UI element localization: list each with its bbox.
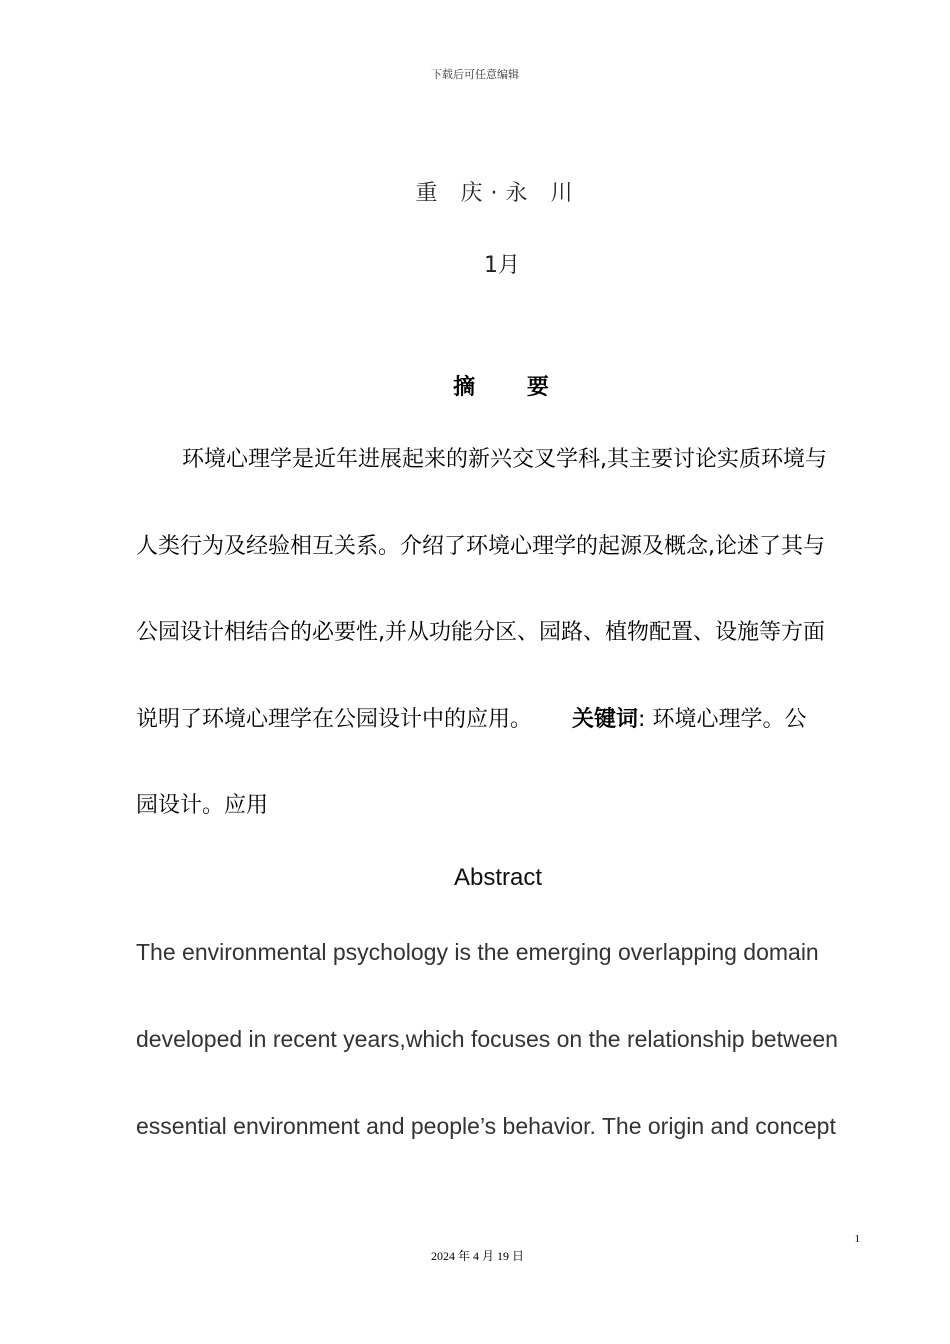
abstract-cn-line-with-keywords	[136, 705, 862, 735]
cover-month: 1月	[484, 253, 520, 278]
abstract-cn-line: 公园设计相结合的必要性,并从功能分区、园路、植物配置、设施等方面	[136, 620, 825, 645]
footer-date: 2024 年 4 月 19 日	[430, 1249, 524, 1263]
cover-place: 重 庆·永 川	[415, 181, 581, 206]
abstract-cn-title: 摘 要	[453, 375, 571, 400]
abstract-en-line: essential environment and people’s behavior. The origin and concept	[136, 1113, 836, 1139]
abstract-en-line: developed in recent years,which focuses on the relationship between	[136, 1026, 838, 1052]
abstract-cn-line: 说明了环境心理学在公园设计中的应用。	[136, 707, 533, 732]
keywords-label: 关键词	[572, 707, 639, 732]
page-number: 1	[854, 1233, 860, 1245]
abstract-cn-line: 环境心理学是近年进展起来的新兴交叉学科,其主要讨论实质环境与	[182, 447, 827, 472]
keywords-colon: :	[638, 707, 646, 732]
abstract-en-title: Abstract	[453, 864, 543, 891]
abstract-cn-line: 人类行为及经验相互关系。介绍了环境心理学的起源及概念,论述了其与	[136, 534, 825, 559]
header-note: 下载后可任意编辑	[431, 68, 519, 81]
abstract-en-line: The environmental psychology is the emerging overlapping domain	[136, 939, 819, 965]
keywords-part2: 园设计。应用	[136, 793, 269, 818]
keywords-part1: 环境心理学。公	[652, 707, 807, 732]
